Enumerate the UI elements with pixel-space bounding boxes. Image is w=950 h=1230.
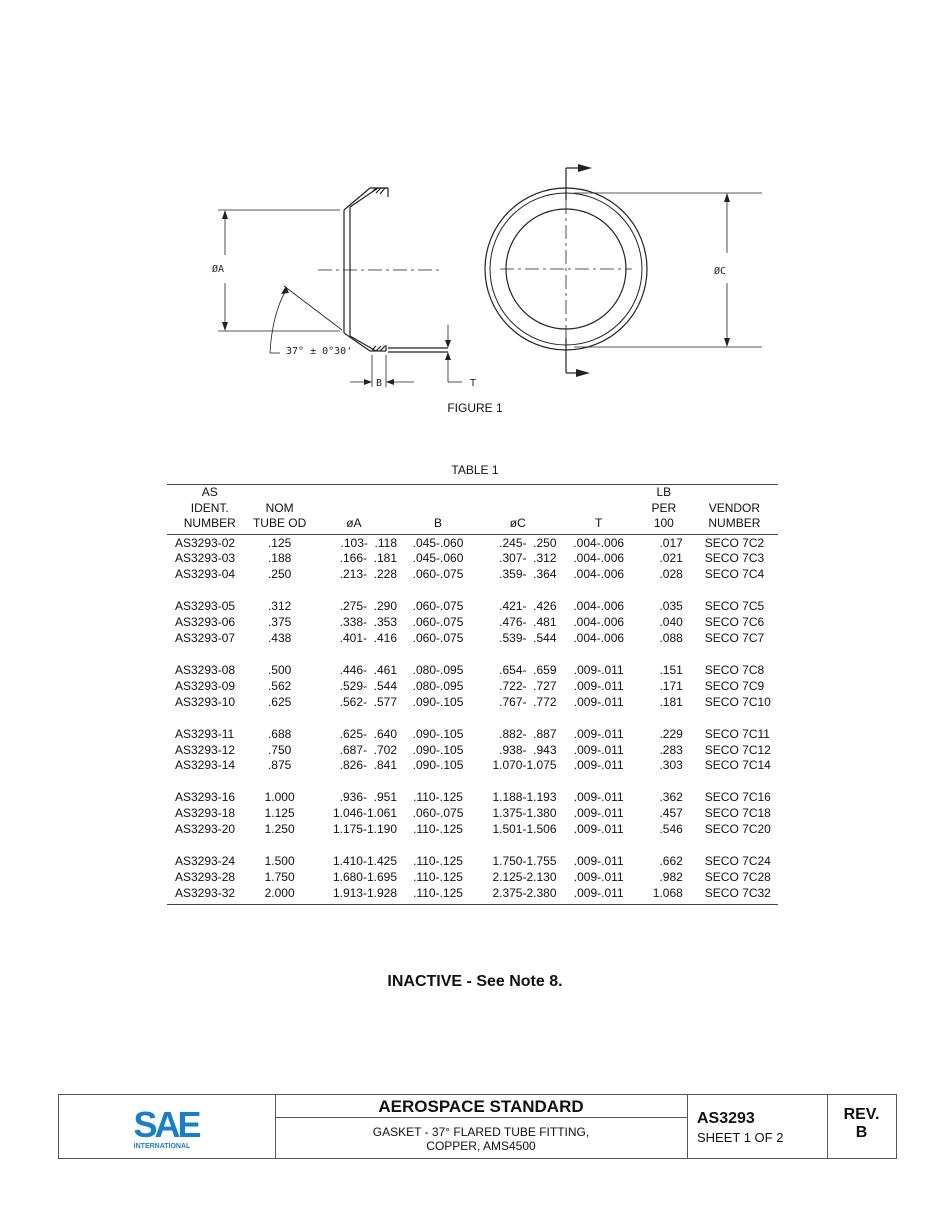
doc-number-cell [687,1095,828,1158]
cell-as-ident: AS3293-14 [175,758,236,773]
dim-t-label: T [470,378,477,389]
cell-as-ident: AS3293-12 [175,742,236,757]
cell-t: .009-.011 [573,726,624,741]
cell-vendor-number: SECO 7C14 [704,758,771,773]
sheet-number: SHEET 1 OF 2 [697,1130,784,1145]
svg-text:SAE: SAE [133,1104,199,1145]
cell-b: .090-.105 [412,726,464,741]
inactive-note: INACTIVE - See Note 8. [387,973,563,990]
cell-dia-a: .562- .577 [339,694,398,709]
cell-nom-tube-od: .688 [267,726,292,741]
cell-vendor-number: SECO 7C10 [704,694,771,709]
cell-dia-c: .882- .887 [499,726,557,741]
standard-heading: AEROSPACE STANDARD [275,1095,687,1118]
col-header-vendor-number: VENDOR NUMBER [691,485,778,535]
cell-dia-a: .826- .841 [339,758,398,773]
table-row [167,567,778,583]
cell-nom-tube-od: .312 [267,599,292,614]
col-header-b: B [401,485,475,535]
cell-as-ident: AS3293-24 [175,854,236,869]
cell-dia-c: 2.125-2.130 [492,870,557,884]
cell-lb-per-100: 1.068 [637,886,691,904]
cell-vendor-number: SECO 7C11 [704,726,770,741]
cell-dia-c: 2.375-2.380 [475,886,561,904]
cell-as-ident: AS3293-18 [175,806,236,821]
cell-dia-c: .421- .426 [499,599,557,614]
cell-as-ident: AS3293-20 [175,822,236,837]
rev-label: REV. [843,1106,880,1123]
table-row [167,711,778,743]
table-row [167,743,778,759]
cell-vendor-number: SECO 7C12 [704,742,771,757]
table-row [167,615,778,631]
cell-dia-a: .275- .290 [339,599,398,614]
cell-dia-a: .338- .353 [339,615,398,630]
cell-dia-c: 1.375-1.380 [492,806,557,821]
cell-b: .080-.095 [412,678,464,693]
rev-value: B [855,1124,868,1141]
cell-nom-tube-od: .125 [267,535,292,550]
cell-t: .009-.011 [573,662,624,677]
cell-b: .110-.125 [413,790,463,805]
col-header-dia-a: øA [307,485,401,535]
cell-b: .090-.105 [412,742,464,757]
sae-logo-cell [59,1095,276,1158]
cell-b: .060-.075 [412,631,464,646]
cell-t: .009-.011 [573,870,624,884]
cell-as-ident: AS3293-04 [175,567,236,582]
cell-dia-a: 1.680-1.695 [332,870,398,884]
cell-vendor-number: SECO 7C28 [704,870,771,884]
gasket-data-table [167,484,778,905]
cell-t: .009-.011 [573,694,624,709]
table-row [167,806,778,822]
cell-b: .110-.125 [413,822,463,837]
document-description: GASKET - 37° FLARED TUBE FITTING, COPPER, AMS4500 [372,1125,590,1153]
cell-t: .004-.006 [573,631,625,646]
cell-dia-c: .476- .481 [499,615,557,630]
dim-c-label: ØC [714,266,727,277]
cell-b: .110-.125 [413,870,463,884]
cell-nom-tube-od: .250 [267,567,292,582]
cell-t: .009-.011 [573,806,624,821]
angle-label: 37° ± 0°30' [286,346,353,357]
cell-as-ident: AS3293-05 [175,599,236,614]
cell-dia-a: .103- .118 [340,535,398,550]
cell-lb-per-100: .303 [659,758,683,773]
cell-vendor-number: SECO 7C9 [704,678,765,693]
cell-b: .060-.075 [412,567,464,582]
table-row [167,534,778,551]
cell-t: .004-.006 [573,615,625,630]
cell-t: .009-.011 [573,742,624,757]
svg-text:INTERNATIONAL: INTERNATIONAL [133,1143,191,1150]
cell-vendor-number: SECO 7C16 [704,790,771,805]
cell-lb-per-100: .362 [659,790,683,805]
cell-vendor-number: SECO 7C20 [704,822,771,837]
cell-t: .009-.011 [573,822,624,837]
title-middle-cell [275,1095,688,1158]
figure-1-drawing [200,155,780,400]
col-header-dia-c: øC [475,485,561,535]
cell-vendor-number: SECO 7C8 [704,662,765,677]
cell-as-ident: AS3293-32 [167,886,253,904]
cell-vendor-number: SECO 7C2 [704,535,765,550]
cell-nom-tube-od: .438 [267,631,292,646]
cell-t: .009-.011 [561,886,637,904]
cell-b: .045-.060 [412,551,464,566]
cell-nom-tube-od: .750 [267,742,292,757]
cell-lb-per-100: .982 [659,870,683,884]
cell-as-ident: AS3293-11 [175,726,235,741]
cell-b: .060-.075 [412,806,464,821]
cell-as-ident: AS3293-10 [175,694,236,709]
cell-lb-per-100: .181 [659,694,683,709]
cell-dia-a: 1.410-1.425 [332,854,398,869]
cell-nom-tube-od: 1.750 [264,870,295,884]
cell-as-ident: AS3293-02 [175,535,236,550]
cell-t: .009-.011 [573,790,624,805]
cell-b: .110-.125 [413,854,463,869]
table-row [167,838,778,870]
cell-nom-tube-od: .625 [267,694,292,709]
cell-vendor-number: SECO 7C24 [704,854,771,869]
cell-dia-c: .722- .727 [499,678,557,693]
table-row [167,583,778,615]
cell-vendor-number: SECO 7C4 [704,567,765,582]
col-header-as-ident: AS IDENT. NUMBER [167,485,253,535]
cell-nom-tube-od: 1.125 [264,806,295,821]
col-header-t: T [561,485,637,535]
cell-b: .080-.095 [412,662,464,677]
sae-logo [59,1095,275,1158]
cell-lb-per-100: .283 [659,742,683,757]
cell-nom-tube-od: .500 [267,662,292,677]
cell-lb-per-100: .171 [659,678,683,693]
table-row [167,886,778,904]
cell-nom-tube-od: .562 [267,678,292,693]
cell-dia-a: 1.913-1.928 [307,886,401,904]
cell-nom-tube-od: 1.250 [264,822,295,837]
doc-number: AS3293 [697,1110,755,1127]
table-row [167,774,778,806]
cell-t: .009-.011 [573,854,624,869]
cell-lb-per-100: .662 [659,854,683,869]
figure-caption: FIGURE 1 [447,401,503,415]
cell-b: .060-.075 [412,615,464,630]
cell-dia-c: 1.501-1.506 [492,822,557,837]
cell-as-ident: AS3293-06 [175,615,236,630]
cell-as-ident: AS3293-07 [175,631,236,646]
cell-lb-per-100: .229 [659,726,683,741]
table-title: TABLE 1 [451,463,499,477]
cell-dia-c: .654- .659 [499,662,557,677]
cell-lb-per-100: .546 [659,822,683,837]
cell-nom-tube-od: 1.000 [264,790,295,805]
cell-lb-per-100: .021 [659,551,683,566]
cell-dia-a: 1.046-1.061 [332,806,398,821]
cell-dia-c: 1.750-1.755 [492,854,557,869]
cell-b: .110-.125 [401,886,475,904]
cell-dia-c: .359- .364 [499,567,557,582]
cell-lb-per-100: .028 [659,567,683,582]
table-header-row [167,485,778,535]
cell-dia-c: .245- .250 [499,535,557,550]
cell-b: .090-.105 [412,694,464,709]
table-row [167,631,778,647]
cell-dia-c: 1.070-1.075 [492,758,557,773]
cell-vendor-number: SECO 7C5 [704,599,765,614]
cell-dia-a: .446- .461 [339,662,398,677]
cell-vendor-number: SECO 7C32 [691,886,778,904]
col-header-nom-tube-od: NOM TUBE OD [253,485,307,535]
cell-vendor-number: SECO 7C3 [704,551,765,566]
cell-nom-tube-od: .188 [267,551,292,566]
cell-dia-a: .166- .181 [339,551,398,566]
cell-nom-tube-od: .375 [267,615,292,630]
cell-vendor-number: SECO 7C7 [704,631,765,646]
cell-lb-per-100: .457 [659,806,683,821]
cell-b: .045-.060 [412,535,464,550]
title-block [58,1094,897,1159]
cell-dia-a: .936- .951 [339,790,398,805]
cell-dia-c: .539- .544 [499,631,557,646]
col-header-lb-per-100: LB PER 100 [637,485,691,535]
cell-dia-a: 1.175-1.190 [332,822,398,837]
revision-cell [827,1095,896,1158]
cell-dia-a: .401- .416 [339,631,398,646]
table-body [167,534,778,904]
cell-as-ident: AS3293-03 [175,551,236,566]
cell-nom-tube-od: .875 [267,758,292,773]
cell-dia-a: .687- .702 [339,742,398,757]
cell-as-ident: AS3293-16 [175,790,236,805]
table-row [167,695,778,711]
cell-dia-a: .529- .544 [339,678,398,693]
cell-lb-per-100: .017 [659,535,683,550]
cell-t: .004-.006 [573,535,625,550]
dim-a-label: ØA [212,264,225,275]
cell-t: .009-.011 [573,758,624,773]
cell-t: .004-.006 [573,551,625,566]
cell-lb-per-100: .040 [659,615,683,630]
cell-nom-tube-od: 1.500 [264,854,295,869]
cell-b: .090-.105 [412,758,464,773]
cell-dia-a: .213- .228 [339,567,398,582]
cell-lb-per-100: .088 [659,631,683,646]
cell-lb-per-100: .151 [659,662,683,677]
cell-t: .004-.006 [573,567,625,582]
cell-nom-tube-od: 2.000 [253,886,307,904]
cell-lb-per-100: .035 [659,599,683,614]
table-container [167,484,778,905]
cell-dia-c: .767- .772 [499,694,557,709]
table-row [167,758,778,774]
cell-dia-a: .625- .640 [339,726,398,741]
cell-t: .009-.011 [573,678,624,693]
cell-dia-c: .938- .943 [499,742,557,757]
cell-b: .060-.075 [412,599,464,614]
cell-vendor-number: SECO 7C6 [704,615,765,630]
cell-dia-c: 1.188-1.193 [492,790,557,805]
cell-t: .004-.006 [573,599,625,614]
table-row [167,870,778,886]
cell-dia-c: .307- .312 [499,551,557,566]
cell-as-ident: AS3293-09 [175,678,236,693]
dim-b-label: B [376,378,383,389]
table-row [167,679,778,695]
cell-as-ident: AS3293-28 [175,870,236,884]
cell-as-ident: AS3293-08 [175,662,236,677]
table-row [167,822,778,838]
table-row [167,647,778,679]
cell-vendor-number: SECO 7C18 [704,806,771,821]
table-row [167,551,778,567]
